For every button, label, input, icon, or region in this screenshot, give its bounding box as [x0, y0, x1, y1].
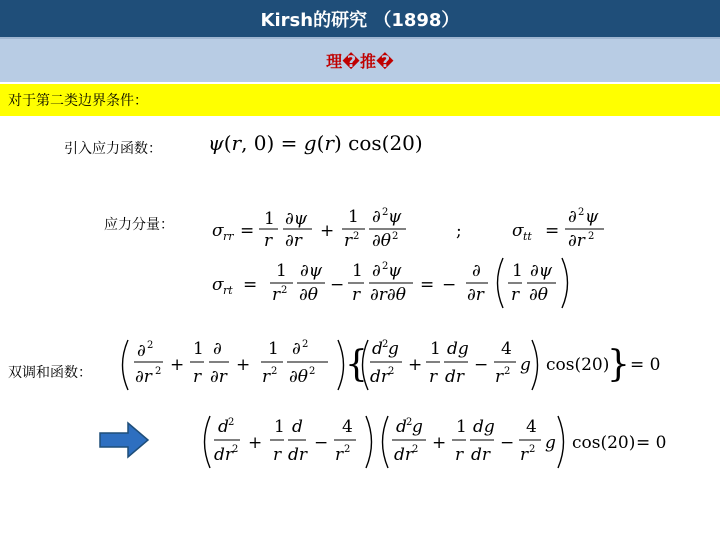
- svg-text:r: r: [273, 445, 282, 465]
- svg-text:2: 2: [147, 340, 154, 351]
- svg-text:1: 1: [512, 261, 523, 281]
- svg-text:4: 4: [501, 339, 512, 359]
- svg-text:1: 1: [456, 417, 467, 437]
- svg-text:d: d: [218, 417, 229, 437]
- svg-text:∂ψ: ∂ψ: [530, 261, 553, 281]
- svg-text:2: 2: [382, 339, 389, 350]
- svg-text:2: 2: [228, 417, 235, 428]
- svg-text:ψ: ψ: [585, 207, 599, 227]
- svg-text:∂r∂θ: ∂r∂θ: [370, 285, 406, 305]
- svg-text:g: g: [520, 355, 531, 375]
- svg-text:−: −: [474, 355, 489, 375]
- svg-text:1: 1: [430, 339, 441, 359]
- svg-text:dr: dr: [214, 445, 234, 465]
- svg-text:σ: σ: [212, 275, 224, 295]
- svg-text:∂: ∂: [568, 207, 577, 227]
- svg-text:+: +: [248, 433, 263, 453]
- svg-text:d: d: [292, 417, 303, 437]
- sigma-rt-equation: [212, 258, 568, 308]
- svg-text:−: −: [500, 433, 515, 453]
- svg-text:r: r: [193, 367, 202, 387]
- svg-text:∂r: ∂r: [285, 231, 302, 251]
- svg-text:+: +: [408, 355, 423, 375]
- svg-text:dr: dr: [288, 445, 308, 465]
- svg-text:2: 2: [232, 444, 239, 455]
- svg-text:}: }: [607, 344, 630, 385]
- svg-text:σ: σ: [212, 221, 224, 241]
- svg-text:∂θ: ∂θ: [372, 231, 392, 251]
- svg-text:d: d: [372, 339, 383, 359]
- svg-text:d: d: [396, 417, 407, 437]
- biharmonic-equation: [123, 339, 661, 390]
- svg-text:4: 4: [342, 417, 353, 437]
- svg-text:2: 2: [388, 366, 395, 377]
- svg-text:∂: ∂: [213, 339, 222, 359]
- stress-function-label: 引入应力函数：: [64, 141, 162, 157]
- svg-text:∂θ: ∂θ: [289, 367, 309, 387]
- svg-text:cos(20): cos(20): [546, 355, 610, 375]
- svg-text:rt: rt: [223, 284, 233, 297]
- svg-text:rr: rr: [223, 230, 234, 243]
- svg-text:tt: tt: [523, 230, 532, 243]
- svg-text:1: 1: [274, 417, 285, 437]
- sigma-rr-equation: [212, 207, 604, 251]
- svg-text:1: 1: [276, 261, 287, 281]
- svg-text:∂ψ: ∂ψ: [300, 261, 323, 281]
- svg-text:r: r: [429, 367, 438, 387]
- page-title: Kirsh的研究 （1898）: [260, 9, 460, 31]
- svg-text:2: 2: [392, 231, 399, 242]
- svg-text:1: 1: [268, 339, 279, 359]
- svg-text:r: r: [264, 231, 273, 251]
- svg-text:1: 1: [264, 209, 275, 229]
- svg-text:−: −: [330, 275, 345, 295]
- svg-text:dr: dr: [394, 445, 414, 465]
- svg-text:2: 2: [155, 366, 162, 377]
- svg-text:+: +: [320, 221, 335, 241]
- svg-text:2: 2: [529, 444, 536, 455]
- svg-text:dr: dr: [471, 445, 491, 465]
- svg-text:dr: dr: [370, 367, 390, 387]
- svg-text:2: 2: [504, 366, 511, 377]
- svg-text:4: 4: [526, 417, 537, 437]
- svg-text:r: r: [352, 285, 361, 305]
- svg-text:{: {: [345, 344, 368, 385]
- svg-text:ψ(r, 0) = g(r) cos(20): ψ(r, 0) = g(r) cos(20): [208, 131, 423, 155]
- svg-text:∂r: ∂r: [210, 367, 227, 387]
- svg-text:g: g: [545, 433, 556, 453]
- svg-text:r: r: [335, 445, 344, 465]
- svg-text:1: 1: [193, 339, 204, 359]
- svg-text:=: =: [243, 275, 258, 295]
- biharmonic-label: 双调和函数：: [8, 365, 92, 381]
- svg-text:+: +: [236, 355, 251, 375]
- svg-text:cos(20): cos(20): [572, 433, 636, 453]
- svg-text:∂: ∂: [372, 261, 381, 281]
- svg-text:=: =: [545, 221, 560, 241]
- svg-text:+: +: [432, 433, 447, 453]
- svg-text:r: r: [495, 367, 504, 387]
- stress-components-label: 应力分量：: [104, 217, 174, 233]
- right-arrow-icon: [100, 423, 148, 457]
- svg-text:r: r: [262, 367, 271, 387]
- svg-text:2: 2: [309, 366, 316, 377]
- svg-text:∂θ: ∂θ: [529, 285, 549, 305]
- svg-text:dg: dg: [447, 339, 469, 359]
- svg-text:∂ψ: ∂ψ: [285, 209, 308, 229]
- svg-text:;: ;: [456, 221, 462, 241]
- svg-text:−: −: [442, 275, 457, 295]
- svg-text:ψ: ψ: [388, 207, 402, 227]
- svg-text:2: 2: [382, 261, 389, 272]
- svg-text:∂: ∂: [292, 339, 301, 359]
- svg-text:2: 2: [353, 231, 360, 242]
- svg-text:= 0: = 0: [636, 433, 667, 453]
- svg-text:2: 2: [588, 231, 595, 242]
- svg-text:∂: ∂: [137, 341, 146, 361]
- svg-text:2: 2: [412, 444, 419, 455]
- svg-text:r: r: [272, 285, 281, 305]
- stress-function-equation: [208, 131, 423, 155]
- svg-text:=: =: [420, 275, 435, 295]
- condition-label: 对于第二类边界条件：: [8, 93, 148, 109]
- svg-text:2: 2: [271, 366, 278, 377]
- svg-text:=: =: [240, 221, 255, 241]
- svg-text:r: r: [344, 231, 353, 251]
- svg-text:∂r: ∂r: [568, 231, 585, 251]
- svg-text:+: +: [170, 355, 185, 375]
- svg-text:dr: dr: [445, 367, 465, 387]
- svg-text:∂θ: ∂θ: [299, 285, 319, 305]
- page-subtitle: 理�推�: [326, 52, 394, 71]
- reduced-equation: [205, 416, 667, 468]
- svg-text:∂: ∂: [472, 261, 481, 281]
- svg-text:ψ: ψ: [388, 261, 402, 281]
- svg-text:2: 2: [302, 339, 309, 350]
- svg-text:−: −: [314, 433, 329, 453]
- svg-text:= 0: = 0: [630, 355, 661, 375]
- svg-text:1: 1: [352, 261, 363, 281]
- svg-text:2: 2: [344, 444, 351, 455]
- svg-text:dg: dg: [473, 417, 495, 437]
- svg-text:r: r: [511, 285, 520, 305]
- svg-text:r: r: [455, 445, 464, 465]
- svg-text:1: 1: [348, 207, 359, 227]
- svg-text:σ: σ: [512, 221, 524, 241]
- svg-text:∂r: ∂r: [135, 367, 152, 387]
- svg-text:2: 2: [281, 285, 288, 296]
- svg-text:2: 2: [406, 417, 413, 428]
- svg-text:g: g: [388, 339, 399, 359]
- svg-text:2: 2: [578, 207, 585, 218]
- svg-text:∂r: ∂r: [467, 285, 484, 305]
- svg-text:g: g: [412, 417, 423, 437]
- svg-text:2: 2: [382, 207, 389, 218]
- svg-text:r: r: [520, 445, 529, 465]
- svg-text:∂: ∂: [372, 207, 381, 227]
